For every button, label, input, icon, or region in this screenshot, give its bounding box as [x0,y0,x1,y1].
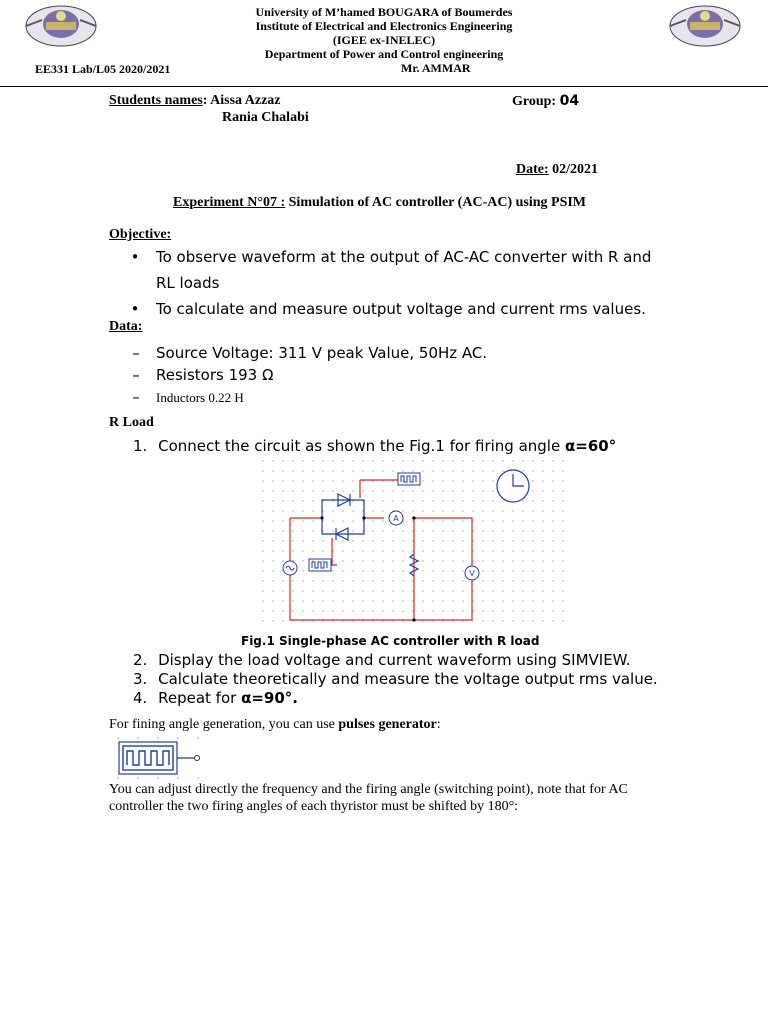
experiment-title: Simulation of AC controller (AC-AC) using PSIM [288,195,587,210]
student-name-2: Rania Chalabi [222,110,309,125]
objective-heading: Objective: [109,227,172,242]
step-3-number: 3. [133,670,148,688]
dash-icon: – [132,344,140,362]
firing-colon: : [436,717,441,732]
firing-text: For fining angle generation, you can use [109,717,339,732]
students-block: Students names: Aissa Azzaz [109,93,281,108]
svg-text:A: A [393,514,399,523]
data-item-2-text: Resistors 193 Ω [156,366,274,384]
group-block [512,93,579,110]
firing-paragraph-line-1: You can adjust directly the frequency and the firing angle (switching point), note that for AC [109,782,628,797]
data-item-2 [130,364,730,386]
data-item-3-text: Inductors 0.22 H [156,390,244,405]
bullet-icon: • [130,248,140,266]
group-label: Group: [512,94,557,109]
step-4 [133,688,298,708]
group-value: 04 [559,93,580,109]
firing-bold: pulses generator [338,717,437,732]
r-load-heading: R Load [109,415,154,430]
step-1-angle: α=60° [564,437,617,455]
firing-paragraph-line-2: controller the two firing angles of each thyristor must be shifted by 180°: [109,799,519,814]
date-label: Date: [516,162,549,177]
step-1-text: Connect the circuit as shown the Fig.1 for firing angle [158,437,565,455]
step-3-text: Calculate theoretically and measure the voltage output rms value. [158,670,658,688]
data-item-1-text: Source Voltage: 311 V peak Value, 50Hz AC. [156,344,488,362]
step-2 [133,650,631,670]
objective-item-2 [126,296,726,322]
objective-item-1-text: To observe waveform at the output of AC-AC converter with R and [156,248,652,266]
step-4-angle: α=90°. [241,689,299,707]
circuit-diagram [262,460,564,628]
step-4-number: 4. [133,689,148,707]
step-3 [133,669,658,689]
university-logo-right [668,2,742,48]
objective-list [126,244,726,322]
objective-item-1-cont: RL loads [156,274,220,292]
students-label: Students names [109,93,203,108]
figure-caption: Fig.1 Single-phase AC controller with R load [241,634,540,648]
department-name: Department of Power and Control engineering [264,47,504,61]
objective-item-2-text: To calculate and measure output voltage and current rms values. [156,300,646,318]
firing-paragraph [109,781,719,815]
data-item-1 [130,342,730,364]
firing-line [109,717,441,733]
experiment-label: Experiment N°07 : [173,195,286,210]
step-1 [133,436,616,456]
step-1-number: 1. [133,437,148,455]
instructor-name: Mr. AMMAR [401,61,471,75]
university-logo-left [24,2,98,48]
experiment-title-block [173,195,586,211]
date-block [516,162,598,178]
step-2-text: Display the load voltage and current waveform using SIMVIEW. [158,651,631,669]
dash-icon: – [132,388,140,406]
objective-item-1 [126,244,726,296]
institute-abbrev: (IGEE ex-INELEC) [332,33,436,47]
data-heading: Data: [109,319,143,334]
course-code: EE331 Lab/L05 2020/2021 [35,62,171,76]
dash-icon: – [132,366,140,384]
bullet-icon: • [130,300,140,318]
step-4-text: Repeat for [158,689,242,707]
university-name: University of M’hamed BOUGARA of Boumerdes [255,5,513,19]
pulse-generator-icon [112,736,204,780]
date-value: 02/2021 [552,162,599,177]
data-list [130,342,730,409]
data-item-3 [130,386,730,409]
institute-name: Institute of Electrical and Electronics Engineering [255,19,513,33]
step-2-number: 2. [133,651,148,669]
svg-text:V: V [469,569,475,578]
student-name-1: Aissa Azzaz [210,93,281,108]
header-divider [0,86,768,87]
